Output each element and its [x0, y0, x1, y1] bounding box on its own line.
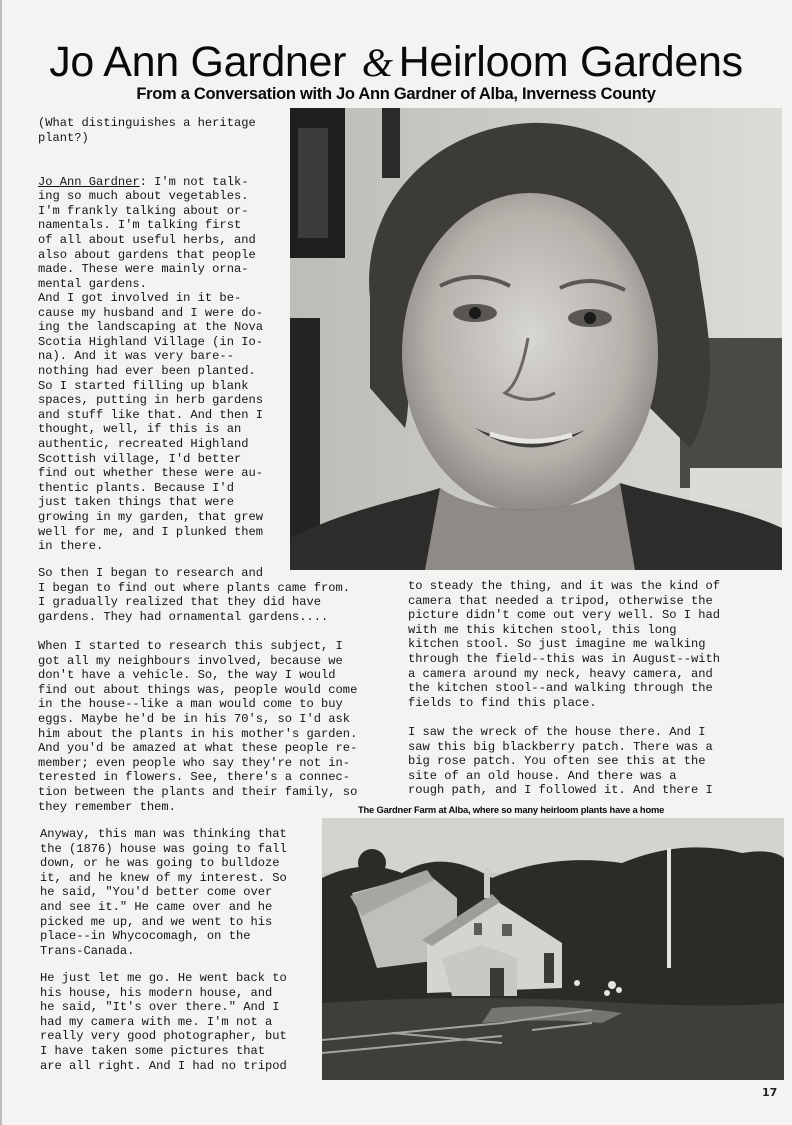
paragraph-8 — [408, 725, 713, 798]
text-line: in the house--like a man would come to buy — [38, 697, 343, 712]
text-line: site of an old house. And there was a — [408, 768, 677, 783]
text-line: him about the plants in his mother's garden. — [38, 726, 358, 741]
text-line: ing the landscaping at the Nova — [38, 320, 263, 335]
text-line: find out about things was, people would come — [38, 682, 358, 697]
page-title — [0, 38, 792, 87]
text-line: just taken things that were — [38, 495, 234, 510]
text-line: a camera around my neck, heavy camera, and — [408, 666, 713, 681]
farm-photo-caption: The Gardner Farm at Alba, where so many heirloom plants have a home — [358, 804, 665, 815]
text-line: he said, "It's over there." And I — [40, 1000, 280, 1015]
paragraph-1-lead: : I'm not talk- — [139, 174, 249, 189]
text-line: the (1876) house was going to fall — [40, 841, 287, 856]
title-name: Jo Ann Gardner — [49, 38, 347, 86]
paragraph-6 — [40, 971, 287, 1073]
farm-photo — [322, 818, 784, 1080]
text-line: well for me, and I plunked them — [38, 524, 263, 539]
paragraph-5 — [40, 827, 287, 958]
text-line: thentic plants. Because I'd — [38, 480, 234, 495]
text-line: I gradually realized that they did have — [38, 595, 322, 610]
question-text — [38, 116, 256, 145]
text-line: camera that needed a tripod, otherwise the — [408, 593, 713, 608]
text-line: and stuff like that. And then I — [38, 407, 263, 422]
text-line: big rose patch. You often see this at the — [408, 754, 706, 769]
text-line: his house, his modern house, and — [40, 985, 273, 1000]
text-line: find out whether these were au- — [38, 466, 263, 481]
text-line: made. These were mainly orna- — [38, 262, 249, 277]
paragraph-4 — [38, 639, 357, 814]
text-line: tion between the plants and their family, so — [38, 784, 358, 799]
text-line: also about gardens that people — [38, 247, 256, 262]
pole — [667, 848, 671, 968]
text-line: na). And it was very bare-- — [38, 349, 234, 364]
text-line: He just let me go. He went back to — [40, 971, 287, 985]
text-line: are all right. And I had no tripod — [40, 1058, 287, 1073]
text-line: they remember them. — [38, 799, 176, 814]
farm-illustration — [322, 818, 784, 1080]
text-line: it, and he knew of my interest. So — [40, 870, 287, 885]
text-line: and see it." He came over and he — [40, 899, 273, 914]
text-line: really very good photographer, but — [40, 1029, 287, 1044]
text-line: had my camera with me. I'm not a — [40, 1014, 273, 1029]
title-ampersand: & — [361, 40, 393, 85]
text-line: I began to find out where plants came from. — [38, 580, 351, 595]
title-topic: Heirloom Gardens — [398, 38, 743, 86]
text-line: mental gardens. — [38, 276, 147, 291]
text-line: kitchen stool. So just imagine me walking — [408, 637, 706, 652]
text-line: with me this kitchen stool, this long — [408, 622, 677, 637]
text-line: don't have a vehicle. So, the way I would — [38, 668, 336, 683]
text-line: ing so much about vegetables. — [38, 189, 249, 204]
text-line: got all my neighbours involved, because we — [38, 653, 343, 668]
text-line: he said, "You'd better come over — [40, 885, 273, 900]
text-line: And I got involved in it be- — [38, 291, 242, 305]
text-line: place--in Whycocomagh, on the — [40, 929, 251, 944]
text-line: I saw the wreck of the house there. And I — [408, 725, 706, 739]
text-line: to steady the thing, and it was the kind of — [408, 579, 721, 593]
paragraph-1-body — [38, 189, 256, 291]
text-line: picture didn't come out very well. So I had — [408, 608, 721, 623]
text-line: Scottish village, I'd better — [38, 451, 242, 466]
text-line: picked me up, and we went to his — [40, 914, 273, 929]
page-number: 17 — [762, 1086, 778, 1099]
portrait-illustration — [290, 108, 782, 570]
text-line: cause my husband and I were do- — [38, 305, 263, 320]
paragraph-7 — [408, 579, 720, 710]
text-line: eggs. Maybe he'd be in his 70's, so I'd ask — [38, 711, 351, 726]
text-line: I have taken some pictures that — [40, 1043, 265, 1058]
text-line: Trans-Canada. — [40, 943, 135, 958]
text-line: (What distinguishes a heritage — [38, 116, 256, 130]
paragraph-3 — [38, 566, 350, 624]
speaker-name: Jo Ann Gardner — [38, 174, 140, 189]
text-line: plant?) — [38, 130, 89, 145]
text-line: spaces, putting in herb gardens — [38, 393, 263, 408]
text-line: rough path, and I followed it. And there I — [408, 783, 713, 798]
text-line: So then I began to research and — [38, 566, 263, 580]
text-line: gardens. They had ornamental gardens.... — [38, 609, 329, 624]
paragraph-2 — [38, 291, 263, 554]
chimney — [484, 868, 490, 898]
page-edge-shadow — [0, 0, 2, 1125]
text-line: authentic, recreated Highland — [38, 436, 249, 451]
page-subtitle: From a Conversation with Jo Ann Gardner of Alba, Inverness County — [136, 85, 656, 103]
text-line: Scotia Highland Village (in Io- — [38, 334, 263, 349]
paragraph-1 — [38, 160, 256, 306]
text-line: of all about useful herbs, and — [38, 232, 256, 247]
text-line: So I started filling up blank — [38, 378, 249, 393]
text-line: Anyway, this man was thinking that — [40, 827, 287, 841]
text-line: thought, well, if this is an — [38, 422, 242, 437]
text-line: fields to find this place. — [408, 695, 597, 710]
face — [402, 193, 658, 513]
text-line: through the field--this was in August--with — [408, 651, 721, 666]
text-line: namentals. I'm talking first — [38, 218, 242, 233]
text-line: in there. — [38, 539, 104, 554]
text-line: the kitchen stool--and walking through the — [408, 681, 713, 696]
text-line: I'm frankly talking about or- — [38, 203, 249, 218]
text-line: member; even people who say they're not in- — [38, 755, 351, 770]
portrait-photo — [290, 108, 782, 570]
text-line: When I started to research this subject, I — [38, 639, 343, 653]
text-line: And you'd be amazed at what these people re- — [38, 741, 358, 756]
text-line: down, or he was going to bulldoze — [40, 856, 280, 871]
text-line: saw this big blackberry patch. There was a — [408, 739, 713, 754]
text-line: growing in my garden, that grew — [38, 509, 263, 524]
paragraph-1-first-line — [38, 175, 256, 190]
text-line: nothing had ever been planted. — [38, 363, 256, 378]
text-line: terested in flowers. See, there's a connec- — [38, 770, 351, 785]
